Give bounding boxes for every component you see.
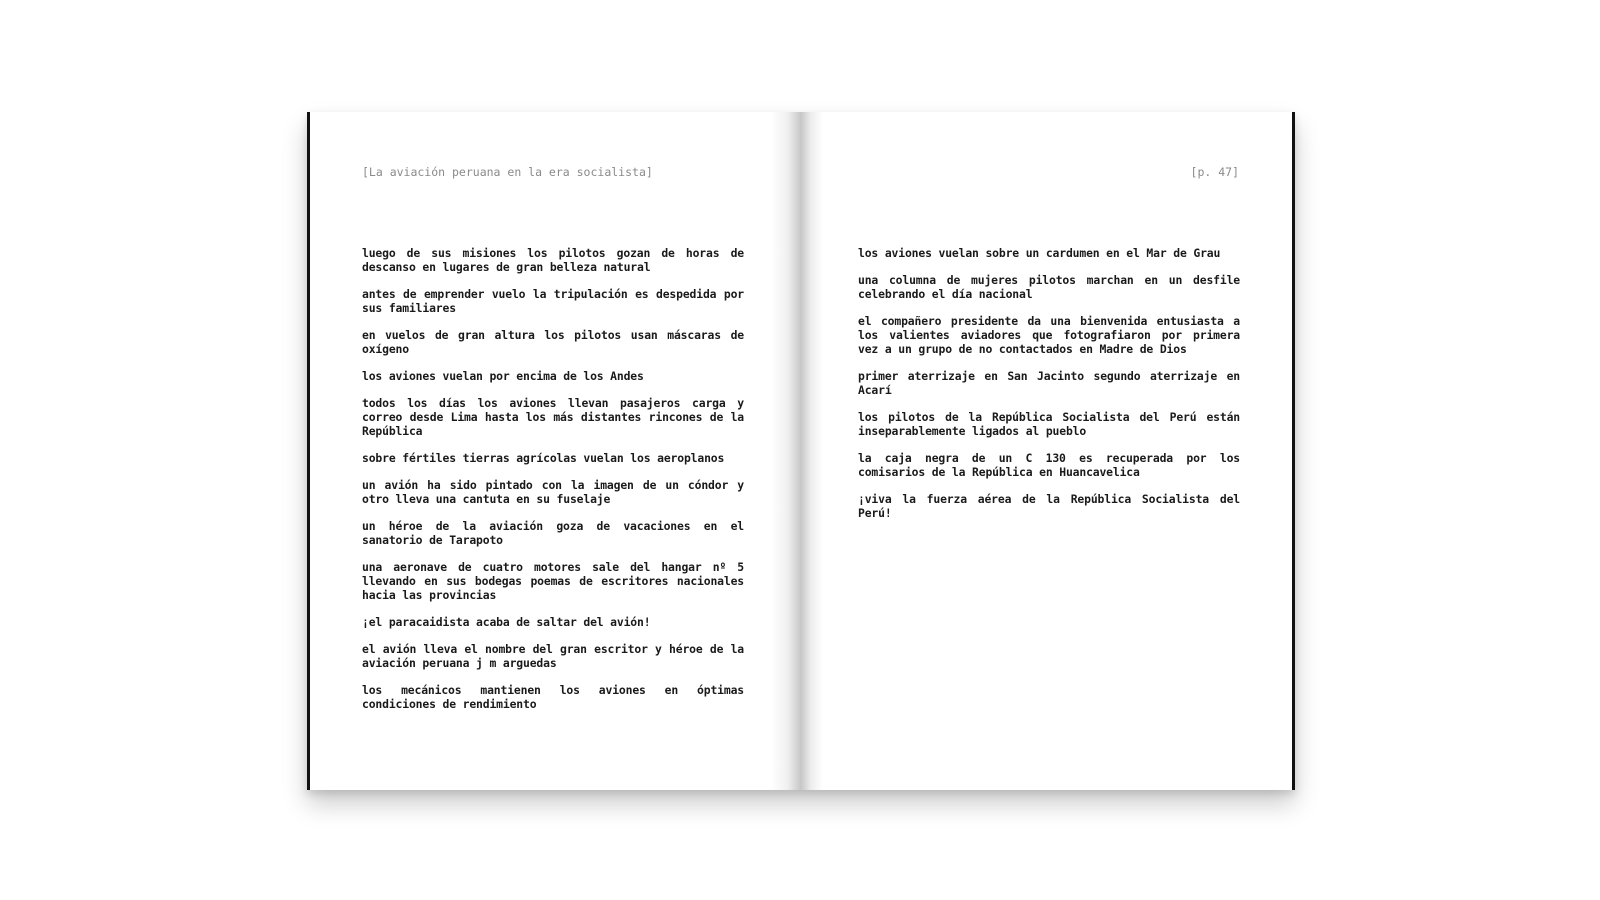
paragraph: una columna de mujeres pilotos marchan en un desfile celebrando el día nacional bbox=[858, 273, 1240, 301]
left-page-text bbox=[362, 246, 744, 724]
paragraph: ¡el paracaidista acaba de saltar del avión! bbox=[362, 615, 651, 629]
paragraph: el avión lleva el nombre del gran escritor y héroe de la aviación peruana j m arguedas bbox=[362, 642, 744, 670]
paragraph: el compañero presidente da una bienvenida entusiasta a los valientes aviadores que fotografiaron por primera vez a un grupo de no contactados en Madre de Dios bbox=[858, 314, 1240, 356]
paragraph: ¡viva la fuerza aérea de la República Socialista del Perú! bbox=[858, 492, 1240, 520]
paragraph: antes de emprender vuelo la tripulación es despedida por sus familiares bbox=[362, 287, 744, 315]
paragraph: en vuelos de gran altura los pilotos usan máscaras de oxígeno bbox=[362, 328, 744, 356]
right-page bbox=[801, 112, 1295, 790]
paragraph: primer aterrizaje en San Jacinto segundo aterrizaje en Acarí bbox=[858, 369, 1240, 397]
open-book-spread bbox=[307, 112, 1295, 790]
right-page-text bbox=[858, 246, 1240, 533]
paragraph: los pilotos de la República Socialista del Perú están inseparablemente ligados al pueblo bbox=[858, 410, 1240, 438]
paragraph: sobre fértiles tierras agrícolas vuelan los aeroplanos bbox=[362, 451, 725, 465]
paragraph: un héroe de la aviación goza de vacaciones en el sanatorio de Tarapoto bbox=[362, 519, 744, 547]
paragraph: un avión ha sido pintado con la imagen de un cóndor y otro lleva una cantuta en su fuselaje bbox=[362, 478, 744, 506]
paragraph: los aviones vuelan por encima de los Andes bbox=[362, 369, 644, 383]
right-gutter-shadow bbox=[801, 112, 823, 790]
paragraph: los mecánicos mantienen los aviones en óptimas condiciones de rendimiento bbox=[362, 683, 744, 711]
page-number: [p. 47] bbox=[1190, 165, 1239, 179]
left-gutter-shadow bbox=[771, 112, 801, 790]
paragraph: luego de sus misiones los pilotos gozan de horas de descanso en lugares de gran belleza natural bbox=[362, 246, 744, 274]
paragraph: una aeronave de cuatro motores sale del hangar nº 5 llevando en sus bodegas poemas de escritores nacionales hacia las provincias bbox=[362, 560, 744, 602]
paragraph: todos los días los aviones llevan pasajeros carga y correo desde Lima hasta los más distantes rincones de la República bbox=[362, 396, 744, 438]
paragraph: la caja negra de un C 130 es recuperada por los comisarios de la República en Huancavelica bbox=[858, 451, 1240, 479]
left-page bbox=[307, 112, 801, 790]
paragraph: los aviones vuelan sobre un cardumen en el Mar de Grau bbox=[858, 246, 1221, 260]
running-head: [La aviación peruana en la era socialista] bbox=[362, 165, 653, 179]
